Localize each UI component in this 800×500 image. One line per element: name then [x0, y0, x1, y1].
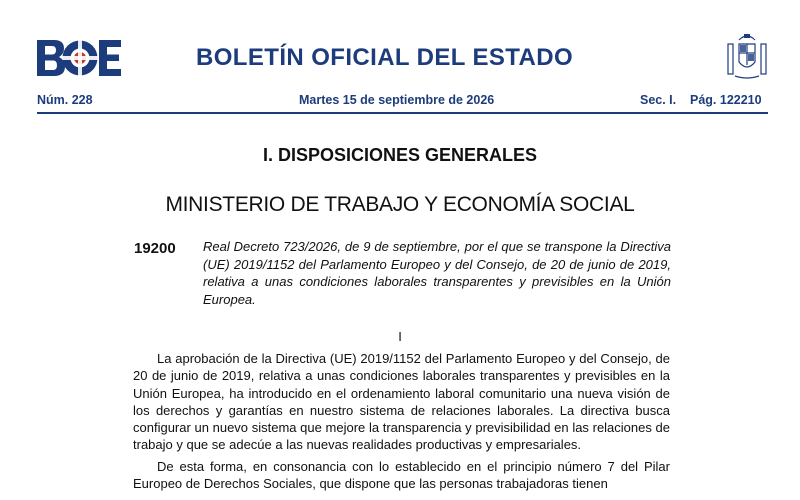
- section-heading: I. DISPOSICIONES GENERALES: [262, 145, 538, 165]
- boe-logo: [37, 40, 121, 76]
- ministry-heading: MINISTERIO DE TRABAJO Y ECONOMÍA SOCIAL: [165, 193, 635, 216]
- disposition-title: Real Decreto 723/2026, de 9 de septiembre, por el que se transpone la Directiva (UE) 2019/1152 del Parlamento Europeo y del Consejo, de 20 de junio de 2019, relativa a unas condiciones laborales transparentes y previsibles en la Unión Europea.: [203, 239, 671, 307]
- body-text: [133, 350, 670, 496]
- preamble-numeral: I: [398, 329, 402, 344]
- journal-title: BOLETÍN OFICIAL DEL ESTADO: [196, 44, 574, 71]
- issue-number: Núm. 228: [37, 93, 93, 107]
- paragraph: De esta forma, en consonancia con lo establecido en el principio número 7 del Pilar Europeo de Derechos Sociales, que dispone que las personas trabajadoras tienen: [133, 458, 670, 492]
- section-label: Sec. I.: [640, 93, 677, 107]
- header-rule: [37, 112, 768, 114]
- issue-date: Martes 15 de septiembre de 2026: [299, 93, 495, 107]
- page-header: [0, 0, 800, 120]
- paragraph: La aprobación de la Directiva (UE) 2019/1152 del Parlamento Europeo y del Consejo, de 20 de junio de 2019, relativa a unas condiciones laborales transparentes y previsibles en la Unión Europea, ha introducido en el ordenamiento laboral comunitario una nueva visión de los derechos y garantías en nuestro sistema de relaciones laborales. La directiva busca configurar un nuevo sistema que mejore la transparencia y previsibilidad en las relaciones de trabajo y que se adecúe a las nuevas realidades productivas y empresariales.: [133, 351, 670, 453]
- page-number: Pág. 122210: [690, 93, 762, 107]
- disposition-number: 19200: [134, 240, 176, 257]
- coat-of-arms-icon: [727, 32, 767, 80]
